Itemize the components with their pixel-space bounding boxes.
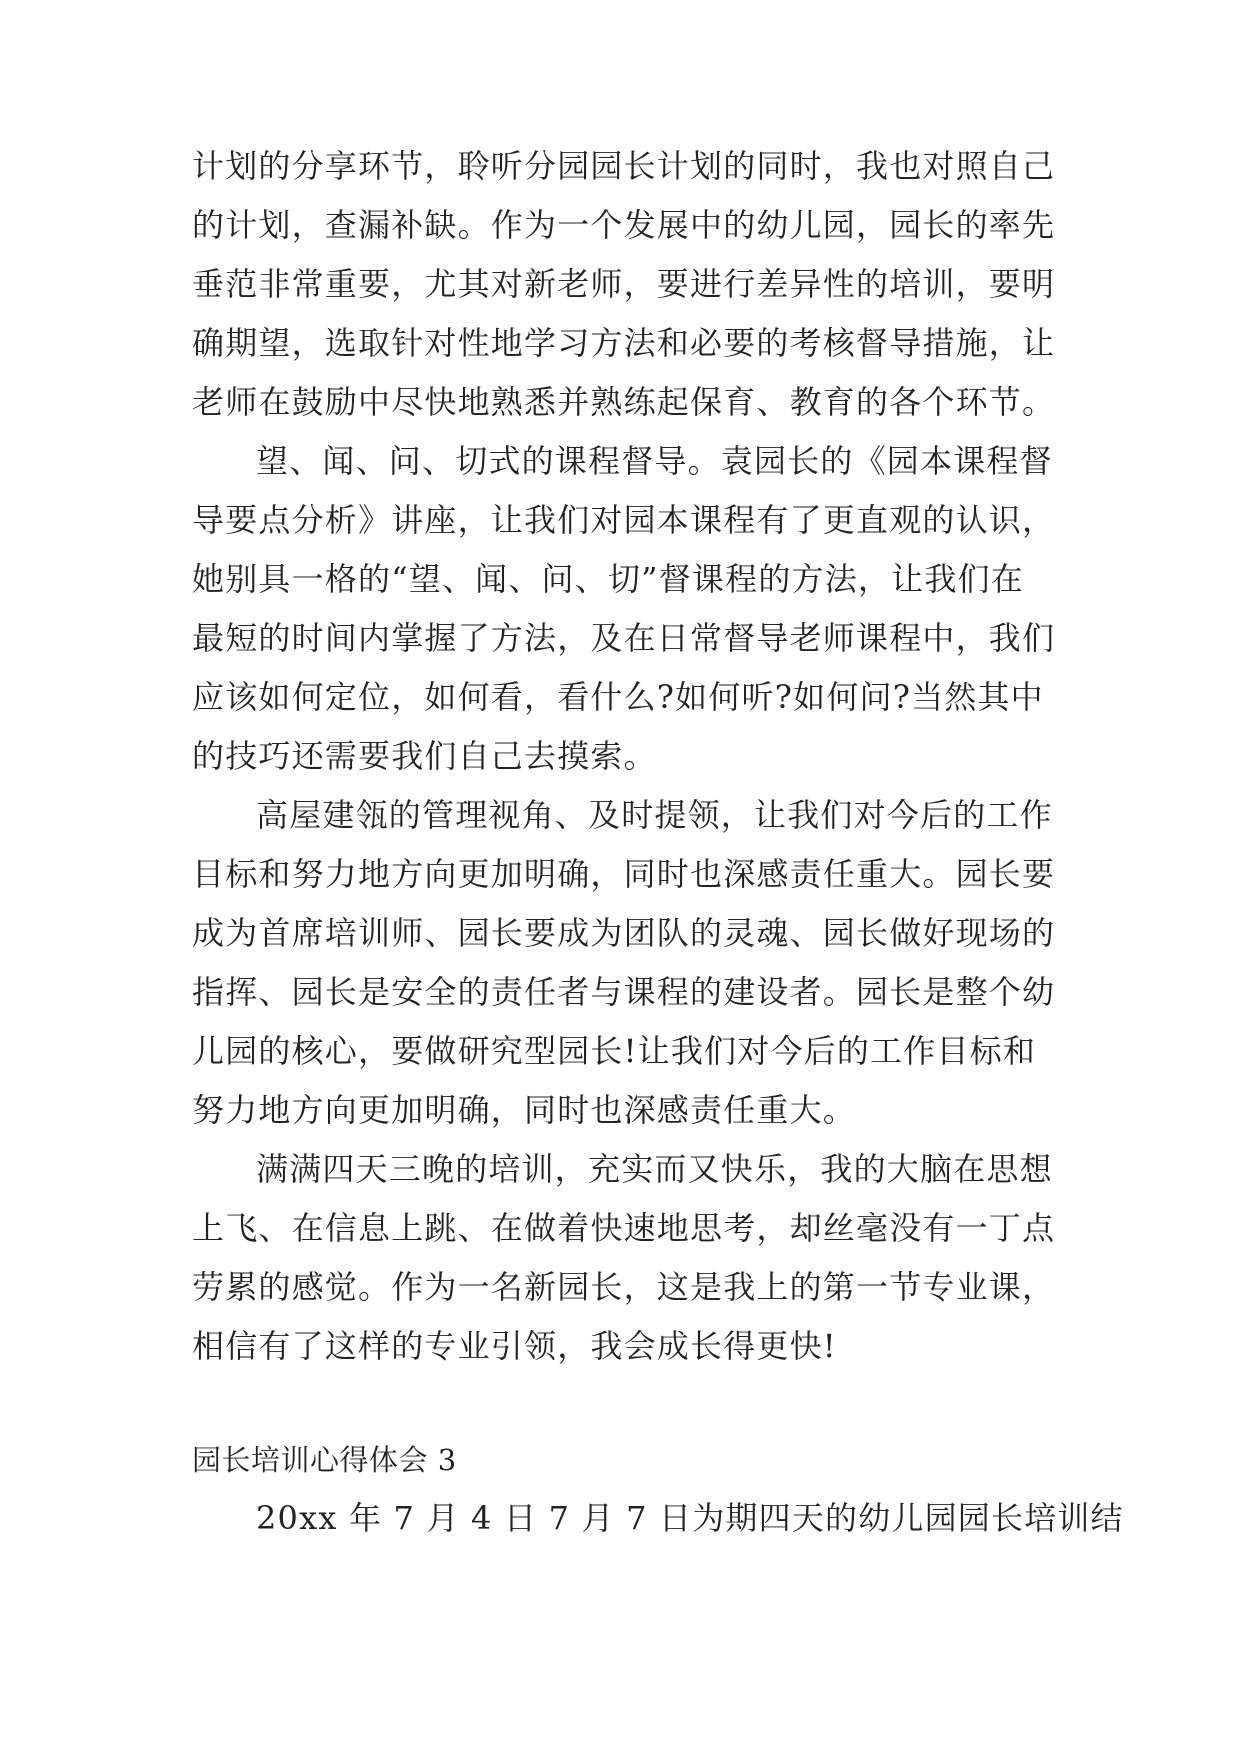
paragraph-line: 上飞、在信息上跳、在做着快速地思考，却丝毫没有一丁点 [192,1209,1056,1247]
paragraph-line: 相信有了这样的专业引领，我会成长得更快! [192,1327,837,1365]
paragraph-line: 满满四天三晚的培训，充实而又快乐，我的大脑在思想 [256,1150,1053,1188]
paragraph-line: 的技巧还需要我们自己去摸索。 [192,737,657,775]
paragraph-line: 确期望，选取针对性地学习方法和必要的考核督导措施，让 [192,324,1056,362]
paragraph-line: 老师在鼓励中尽快地熟悉并熟练起保育、教育的各个环节。 [192,383,1056,421]
paragraph-line: 的计划，查漏补缺。作为一个发展中的幼儿园，园长的率先 [192,206,1056,244]
paragraph-line: 应该如何定位，如何看，看什么?如何听?如何问?当然其中 [192,678,1044,716]
paragraph-line: 导要点分析》讲座，让我们对园本课程有了更直观的认识， [192,501,1056,539]
paragraph-line: 儿园的核心，要做研究型园长!让我们对今后的工作目标和 [192,1032,1037,1070]
paragraph-line: 望、闻、问、切式的课程督导。袁园长的《园本课程督 [256,442,1053,480]
paragraph-line: 目标和努力地方向更加明确，同时也深感责任重大。园长要 [192,855,1056,893]
section-heading: 园长培训心得体会 3 [192,1443,457,1477]
paragraph-line: 劳累的感觉。作为一名新园长，这是我上的第一节专业课， [192,1268,1056,1306]
paragraph-line: 努力地方向更加明确，同时也深感责任重大。 [192,1091,857,1129]
paragraph-line: 计划的分享环节，聆听分园园长计划的同时，我也对照自己 [192,147,1056,185]
paragraph-line: 20xx 年 7 月 4 日 7 月 7 日为期四天的幼儿园园长培训结 [256,1499,1124,1537]
paragraph-line: 高屋建瓴的管理视角、及时提领，让我们对今后的工作 [256,796,1053,834]
paragraph-line: 她别具一格的“望、闻、问、切”督课程的方法，让我们在 [192,560,1024,598]
paragraph-line: 指挥、园长是安全的责任者与课程的建设者。园长是整个幼 [192,973,1056,1011]
paragraph-line: 最短的时间内掌握了方法，及在日常督导老师课程中，我们 [192,619,1056,657]
paragraph-line: 成为首席培训师、园长要成为团队的灵魂、园长做好现场的 [192,914,1056,952]
paragraph-line: 垂范非常重要，尤其对新老师，要进行差异性的培训，要明 [192,265,1056,303]
